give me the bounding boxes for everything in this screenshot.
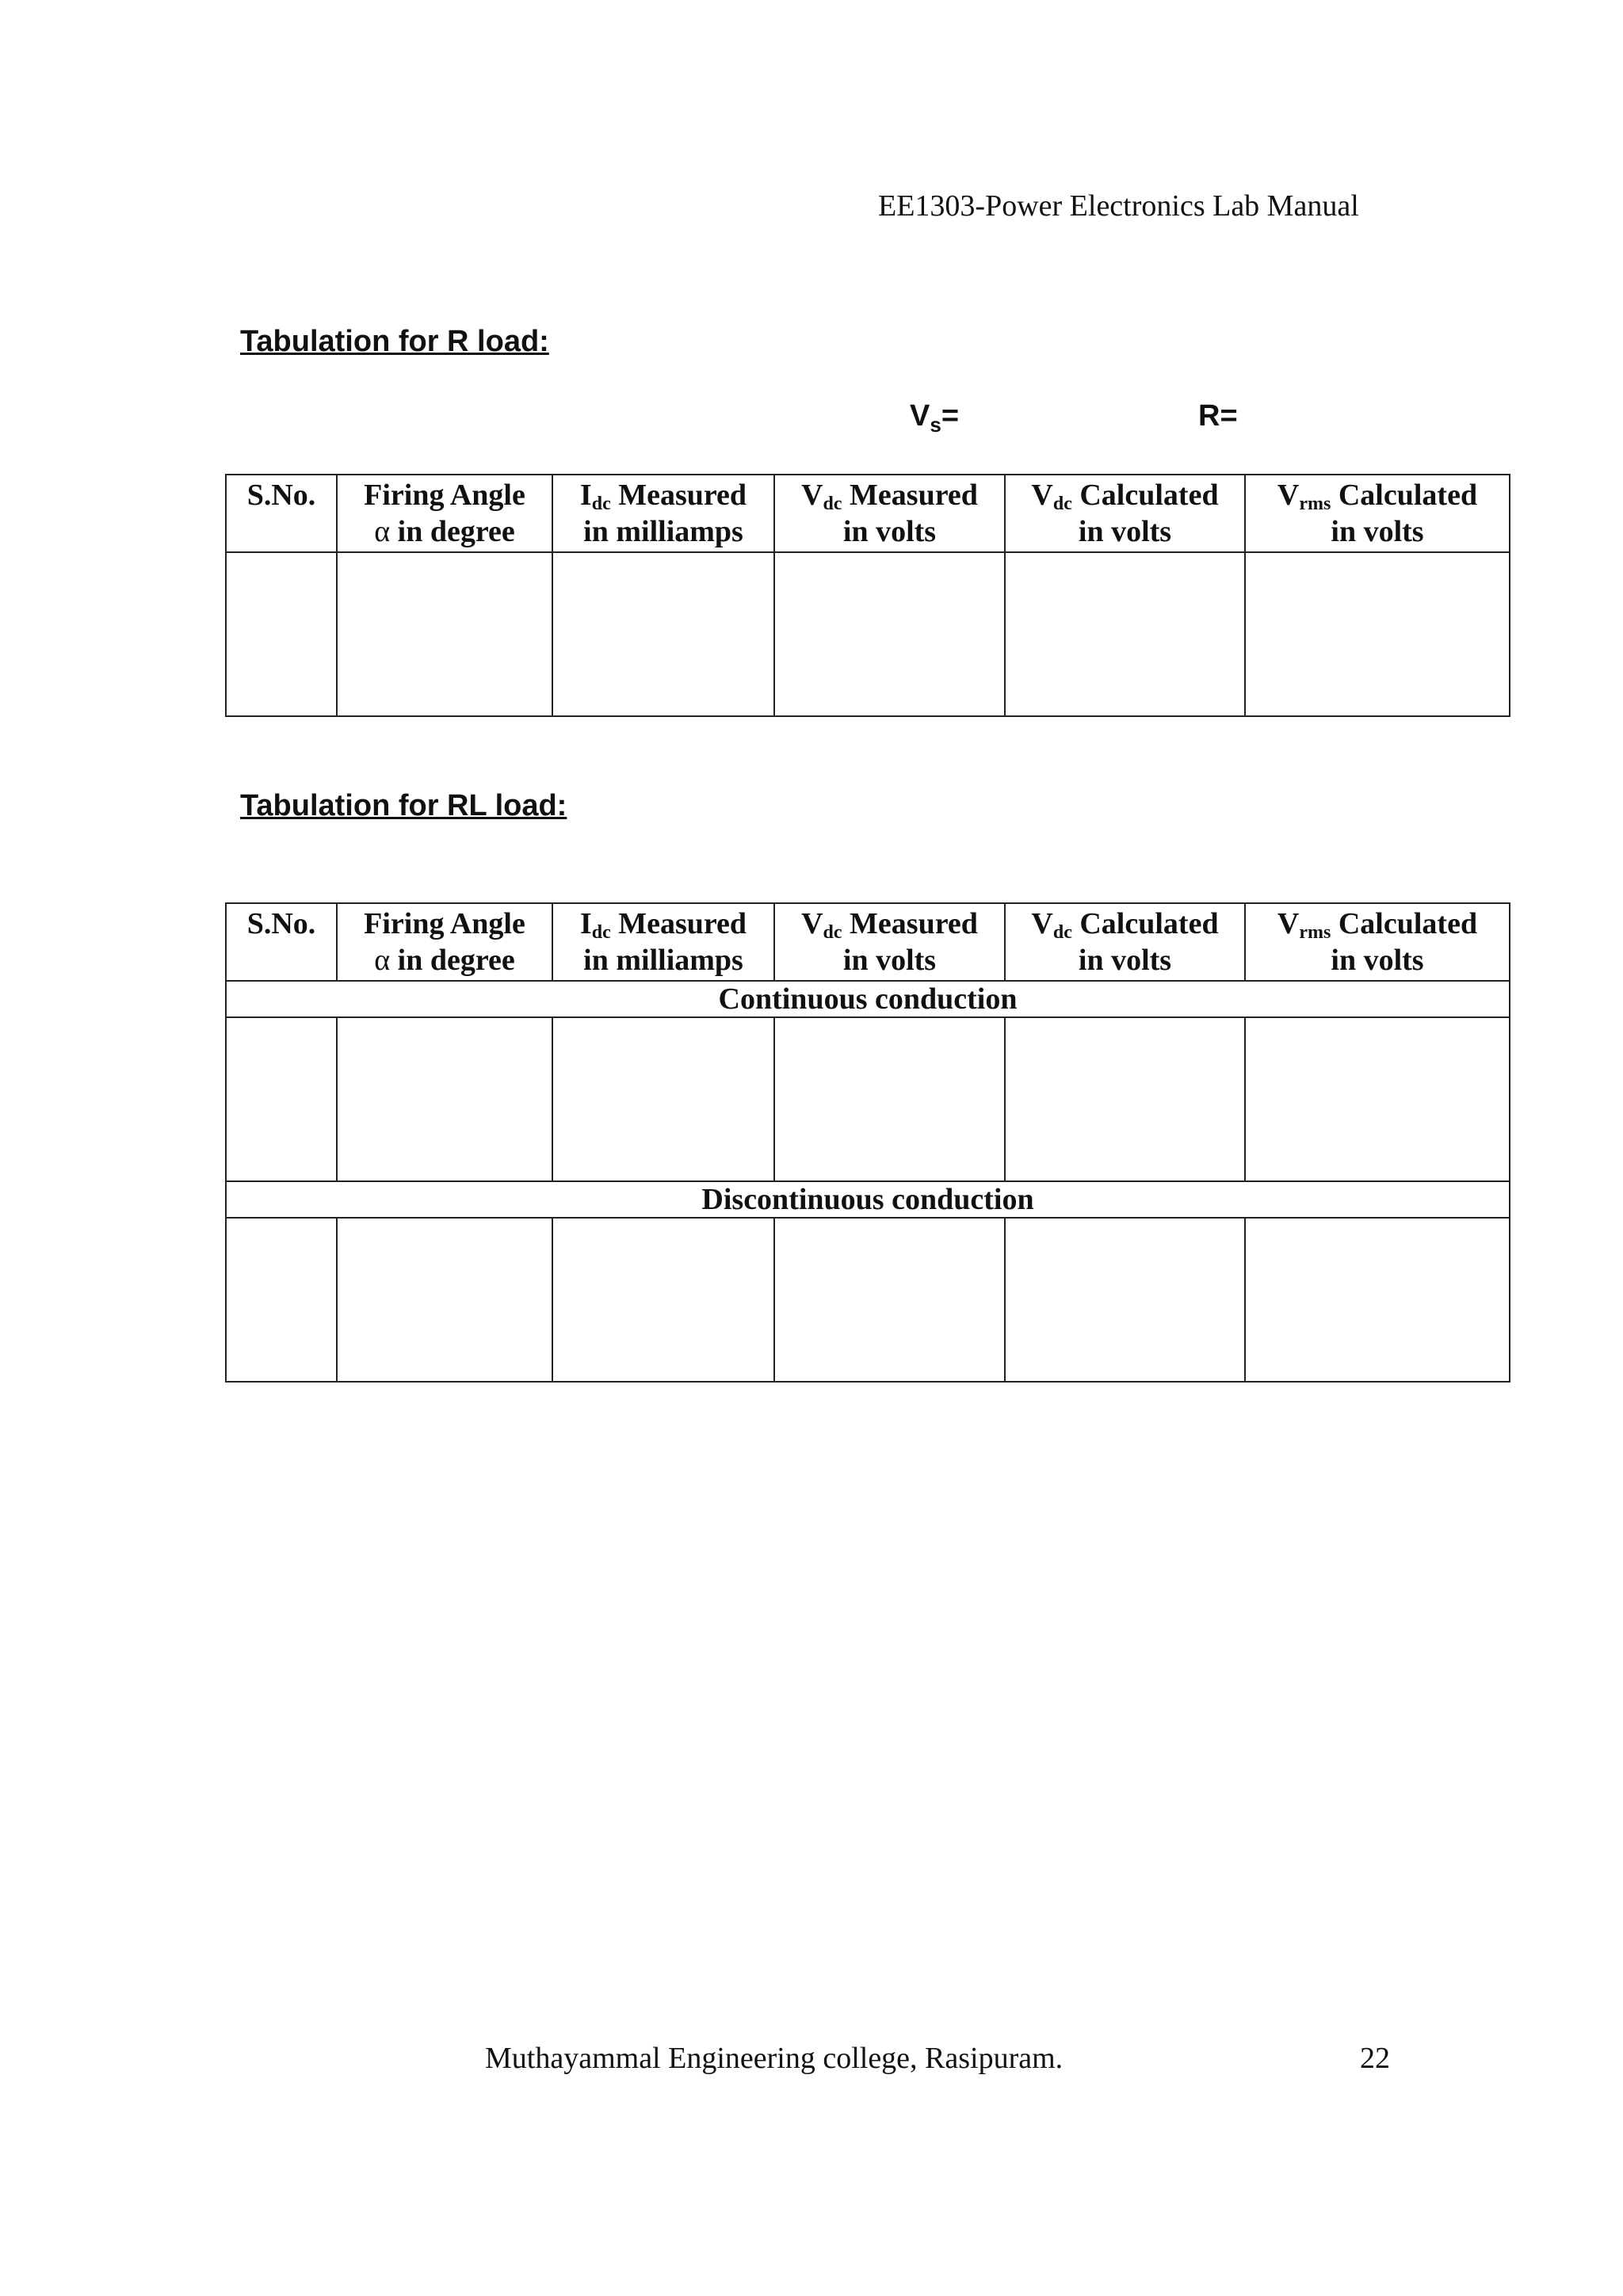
empty-cell bbox=[226, 1218, 337, 1382]
vs-parameter bbox=[910, 399, 960, 437]
rl-load-title: Tabulation for RL load: bbox=[240, 789, 567, 822]
header-line1: $V_{dc}$ Calculated bbox=[1031, 907, 1219, 943]
page-header: EE1303-Power Electronics Lab Manual bbox=[878, 189, 1359, 223]
empty-cell bbox=[337, 1017, 552, 1181]
empty-cell bbox=[552, 1017, 774, 1181]
alpha-symbol: α bbox=[374, 944, 391, 977]
header-line2: in volts bbox=[1331, 515, 1424, 548]
header-line2: α in degree bbox=[374, 944, 515, 977]
table-row bbox=[226, 1218, 1510, 1382]
vs-subscript: s bbox=[930, 413, 941, 437]
footer-college: Muthayammal Engineering college, Rasipuram. bbox=[485, 2042, 1064, 2075]
group-row-continuous bbox=[226, 981, 1510, 1017]
continuous-conduction-label: Continuous conduction bbox=[226, 981, 1510, 1017]
rl-load-table bbox=[225, 902, 1510, 1383]
header-line1: $I_{dc}$ Measured bbox=[579, 907, 747, 943]
header-line1: $V_{dc}$ Measured bbox=[801, 907, 978, 943]
empty-cell bbox=[1245, 552, 1510, 716]
column-header-sno bbox=[226, 475, 337, 552]
header-line1: Firing Angle bbox=[364, 479, 525, 512]
empty-cell bbox=[1245, 1017, 1510, 1181]
empty-cell bbox=[552, 1218, 774, 1382]
column-header-firing-angle bbox=[337, 903, 552, 981]
empty-cell bbox=[1005, 1017, 1245, 1181]
header-line1: $V_{dc}$ Calculated bbox=[1031, 479, 1219, 514]
header-line1: $V_{rms}$ Calculated bbox=[1277, 907, 1478, 943]
empty-cell bbox=[552, 552, 774, 716]
header-line2: in volts bbox=[842, 515, 937, 548]
header-line1: Firing Angle bbox=[364, 907, 525, 940]
header-line2: in milliamps bbox=[583, 944, 743, 977]
header-line2: in volts bbox=[1078, 515, 1172, 548]
empty-cell bbox=[1005, 552, 1245, 716]
header-line2: in milliamps bbox=[583, 515, 743, 548]
empty-cell bbox=[1005, 1218, 1245, 1382]
r-load-title: Tabulation for R load: bbox=[240, 325, 549, 358]
header-line1: $I_{dc}$ Measured bbox=[579, 479, 747, 514]
empty-cell bbox=[774, 1017, 1005, 1181]
empty-cell bbox=[774, 1218, 1005, 1382]
column-header-idc-measured bbox=[552, 475, 774, 552]
table-header-row bbox=[226, 903, 1510, 981]
r-parameter: R= bbox=[1198, 399, 1238, 433]
page-number: 22 bbox=[1360, 2042, 1390, 2075]
vs-equals: = bbox=[941, 399, 960, 433]
discontinuous-conduction-label: Discontinuous conduction bbox=[226, 1181, 1510, 1218]
column-header-vdc-measured bbox=[774, 903, 1005, 981]
column-header-vrms-calculated bbox=[1245, 903, 1510, 981]
header-line1: S.No. bbox=[246, 907, 316, 940]
column-header-firing-angle bbox=[337, 475, 552, 552]
table-row bbox=[226, 1017, 1510, 1181]
header-line1: S.No. bbox=[246, 479, 316, 512]
empty-cell bbox=[226, 552, 337, 716]
r-load-table bbox=[225, 474, 1510, 717]
header-line2: α in degree bbox=[374, 515, 515, 548]
header-line2: in volts bbox=[1078, 944, 1172, 977]
column-header-vdc-calculated bbox=[1005, 903, 1245, 981]
empty-cell bbox=[337, 1218, 552, 1382]
table-row bbox=[226, 552, 1510, 716]
empty-cell bbox=[226, 1017, 337, 1181]
column-header-vrms-calculated bbox=[1245, 475, 1510, 552]
empty-cell bbox=[337, 552, 552, 716]
column-header-vdc-calculated bbox=[1005, 475, 1245, 552]
empty-cell bbox=[774, 552, 1005, 716]
header-line2: in volts bbox=[842, 944, 937, 977]
vs-base: V bbox=[910, 399, 930, 433]
header-line2: in volts bbox=[1331, 944, 1424, 977]
alpha-symbol: α bbox=[374, 515, 391, 548]
group-row-discontinuous bbox=[226, 1181, 1510, 1218]
column-header-vdc-measured bbox=[774, 475, 1005, 552]
header-line1: $V_{rms}$ Calculated bbox=[1277, 479, 1478, 514]
column-header-sno bbox=[226, 903, 337, 981]
header-line1: $V_{dc}$ Measured bbox=[801, 479, 978, 514]
column-header-idc-measured bbox=[552, 903, 774, 981]
table-header-row bbox=[226, 475, 1510, 552]
empty-cell bbox=[1245, 1218, 1510, 1382]
